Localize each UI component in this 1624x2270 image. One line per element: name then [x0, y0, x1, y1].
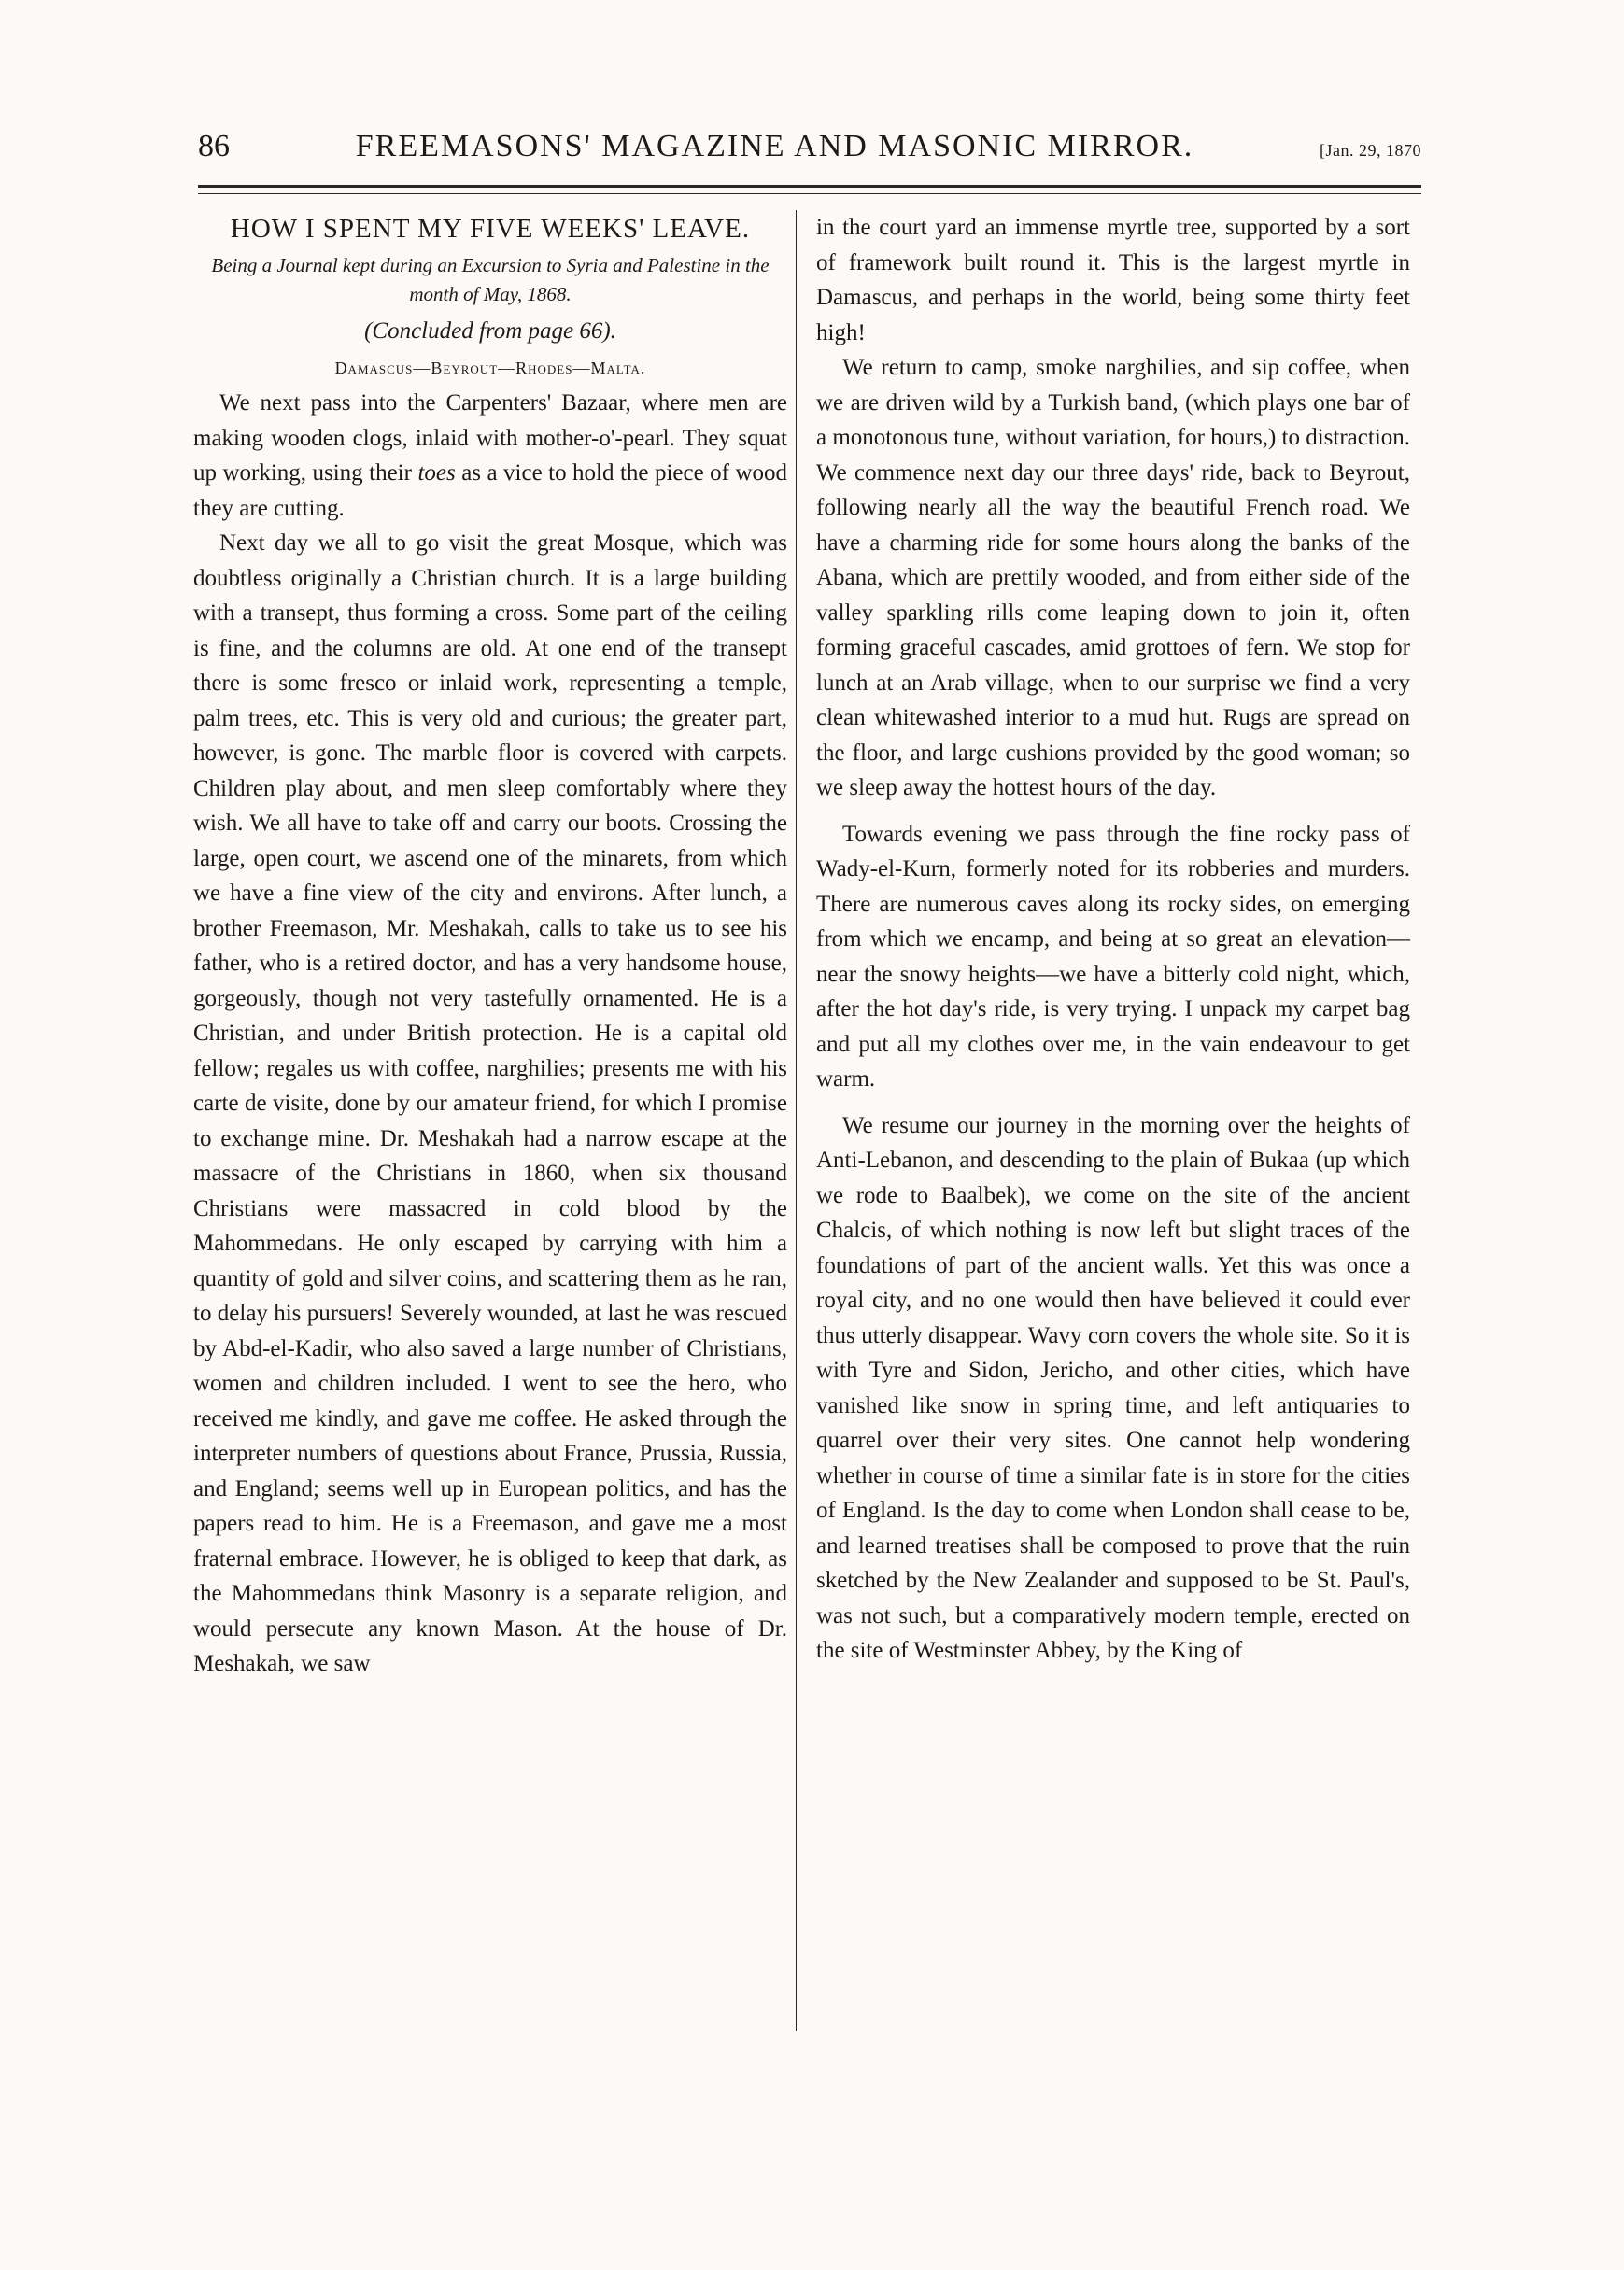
paragraph: We return to camp, smoke narghilies, and sip coffee, when we are driven wild by a Turkish band, (which plays one bar of a monotonous tune, without variation, for hours,) to distraction. We commence next day our three days' ride, back to Beyrout, following nearly all the way the beautiful French road. We have a charming ride for some hours along the banks of the Abana, which are prettily wooded, and from either side of the valley sparkling rills come leaping down to join it, often forming graceful cascades, amid grottoes of fern. We stop for lunch at an Arab village, when to our surprise we find a very clean whitewashed interior to a mud hut. Rugs are spread on the floor, and large cushions provided by the good woman; so we sleep away the hottest hours of the day.: [816, 355, 1411, 800]
page-number: 86: [198, 129, 230, 163]
paragraph: Towards evening we pass through the fine rocky pass of Wady-el-Kurn, formerly noted for its robberies and murders. There are numerous caves along its rocky sides, on emerging from which we encamp, and being at so great an elevation—near the snowy heights—we have a bitterly cold night, which, after the hot day's ride, is very trying. I unpack my carpet bag and put all my clothes over me, in the vain endeavour to get warm.: [816, 821, 1410, 1092]
paragraph: Next day we all to go visit the great Mosque, which was doubtless originally a Christian church. It is a large building with a transept, thus forming a cross. Some part of the ceiling is fine, and the columns are old. At one end of the transept there is some fresco or inlaid work, representing a temple, palm trees, etc. This is very old and curious; the greater part, however, is gone. The marble floor is covered with carpets. Children play about, and men sleep comfortably where they wish. We all have to take off and carry our boots. Crossing the large, open court, we ascend one of the minarets, from which we have a fine view of the city and environs. After lunch, a brother Freemason, Mr. Meshakah, calls to take us to see his father, who is a retired doctor, and has a very handsome house, gorgeously, though not very tastefully ornamented. He is a Christian, and under British protection. He is a capital old fellow; regales us with coffee, narghilies; presents me with his carte de visite, done by our amateur friend, for which I promise to exchange mine. Dr. Meshakah had a narrow escape at the massacre of the Christians in 1860, when six thousand Christians were massacred in cold blood by the Mahommedans. He only escaped by carrying with him a quantity of gold and silver coins, and scattering them as he ran, to delay his pursuers! Severely wounded, at last he was rescued by Abd-el-Kadir, who also saved a large number of Christians, women and children included. I went to see the hero, who received me kindly, and gave me coffee. He asked through the interpreter numbers of questions about France, Prussia, Russia, and England; seems well up in European politics, and has the papers read to him. He is a Freemason, and gave me a most fraternal embrace. However, he is obliged to keep that dark, as the Mahommedans think Masonry is a separate religion, and would persecute any known Mason. At the house of Dr. Meshakah, we saw: [193, 530, 787, 1676]
continued-note: (Concluded from page 66).: [364, 318, 616, 344]
page-header: [198, 129, 1421, 176]
issue-date: [Jan. 29, 1870: [1320, 141, 1421, 160]
paragraph: in the court yard an immense myrtle tree, supported by a sort of framework built round it. This is the largest myrtle in Damascus, and perhaps in the world, being some thirty feet high!: [816, 215, 1410, 345]
header-rule-thin: [198, 193, 1421, 194]
running-title: FREEMASONS' MAGAZINE AND MASONIC MIRROR.: [355, 129, 1194, 163]
paragraph: We next pass into the Carpenters' Bazaar, where men are making wooden clogs, inlaid with mother-o'-pearl. They squat up working, using their toes as a vice to hold the piece of wood they are cutting.: [193, 390, 788, 521]
places-heading: Damascus—Beyrout—Rhodes—Malta.: [334, 359, 646, 377]
article-subtitle: Being a Journal kept during an Excursion to Syria and Palestine in the month of May, 1868.: [211, 254, 770, 305]
left-column: [193, 210, 787, 1682]
paragraph: We resume our journey in the morning over the heights of Anti-Lebanon, and descending to the plain of Bukaa (up which we rode to Baalbek), we come on the site of the ancient Chalcis, of which nothing is now left but slight traces of the foundations of part of the ancient walls. Yet this was once a royal city, and no one would then have believed it could ever thus utterly disappear. Wavy corn covers the whole site. So it is with Tyre and Sidon, Jericho, and other cities, which have vanished like snow in spring time, and left antiquaries to quarrel over their very sites. One cannot help wondering whether in course of time a similar fate is in store for the cities of England. Is the day to come when London shall cease to be, and learned treatises shall be composed to prove that the ruin sketched by the New Zealander and supposed to be St. Paul's, was not such, but a comparatively modern temple, erected on the site of Westminster Abbey, by the King of: [816, 1112, 1410, 1663]
right-column: [816, 210, 1410, 1669]
column-divider: [796, 210, 797, 2031]
article-title: HOW I SPENT MY FIVE WEEKS' LEAVE.: [230, 214, 751, 244]
header-rule-thick: [198, 185, 1421, 188]
